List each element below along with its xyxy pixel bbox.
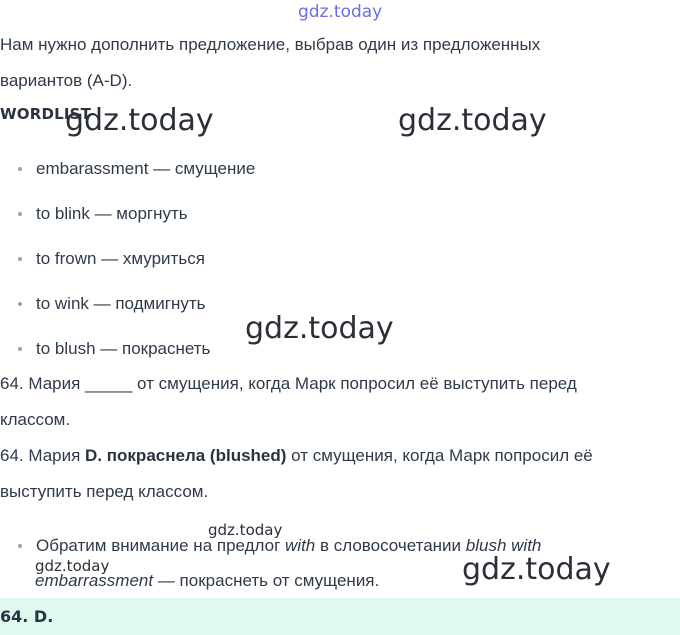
answer-bar xyxy=(0,598,680,635)
answer-sentence-line2: выступить перед классом. xyxy=(0,482,209,501)
watermark: gdz.today xyxy=(398,103,547,138)
bullet-icon xyxy=(18,167,22,171)
wordlist-heading: WORDLIST xyxy=(0,105,92,123)
list-item xyxy=(0,294,205,314)
note-item xyxy=(0,536,541,556)
bullet-icon xyxy=(18,257,22,261)
list-item-text: to wink — подмигнуть xyxy=(36,294,206,313)
question-line1: 64. Мария _____ от смущения, когда Марк попросил её выступить перед xyxy=(0,374,577,393)
intro-text-line1: Нам нужно дополнить предложение, выбрав один из предложенных xyxy=(0,35,541,54)
watermark: gdz.today xyxy=(208,521,283,539)
watermark: gdz.today xyxy=(65,103,214,138)
watermark-top: gdz.today xyxy=(298,2,383,22)
watermark: gdz.today xyxy=(245,311,394,346)
final-answer: 64. D. xyxy=(0,607,54,626)
list-item-text: to frown — хмуриться xyxy=(36,249,205,268)
answer-suffix: от смущения, когда Марк попросил её xyxy=(286,446,593,465)
list-item-text: to blink — моргнуть xyxy=(36,204,188,223)
list-item-text: embarassment — смущение xyxy=(36,159,256,178)
list-item xyxy=(0,204,188,224)
bullet-icon xyxy=(18,212,22,216)
note-text-line1: Обратим внимание на предлог with в словосочетании blush with xyxy=(36,536,542,555)
question-line2: классом. xyxy=(0,410,71,429)
answer-prefix: 64. Мария xyxy=(0,446,86,465)
watermark: gdz.today xyxy=(35,557,110,575)
intro-text-line2: вариантов (A-D). xyxy=(0,71,133,90)
answer-sentence-line1 xyxy=(0,446,593,466)
list-item-text: to blush — покраснеть xyxy=(36,339,211,358)
bullet-icon xyxy=(18,347,22,351)
bullet-icon xyxy=(18,544,22,548)
list-item xyxy=(0,159,255,179)
note-text-line2: embarrassment — покраснеть от смущения. xyxy=(35,571,380,590)
watermark: gdz.today xyxy=(462,552,611,587)
answer-highlight: D. покраснела (blushed) xyxy=(85,446,287,465)
list-item xyxy=(0,339,210,359)
bullet-icon xyxy=(18,302,22,306)
list-item xyxy=(0,249,205,269)
